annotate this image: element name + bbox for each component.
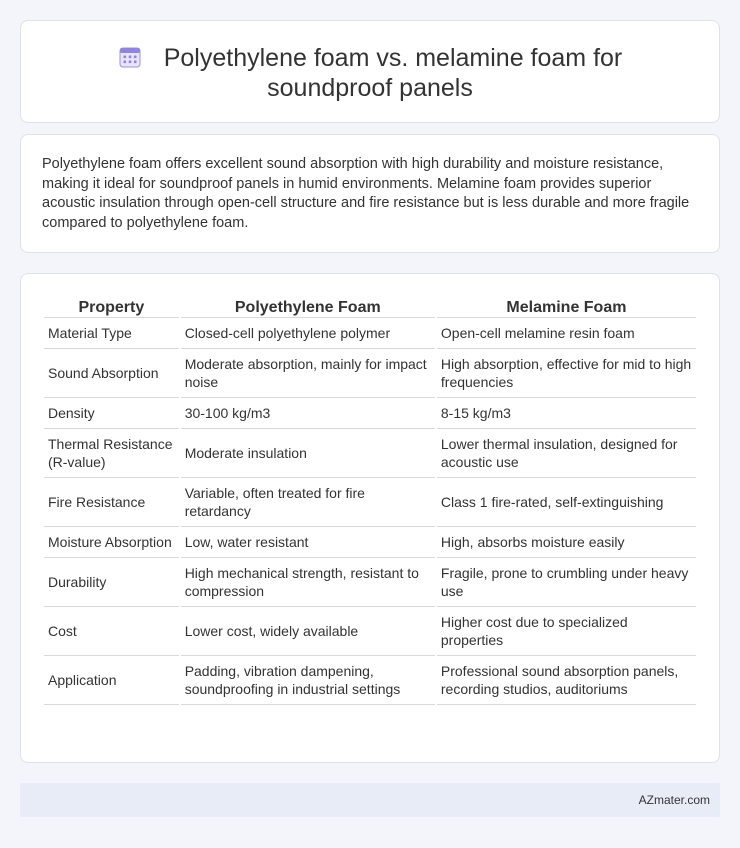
- comparison-table: [42, 296, 698, 705]
- cell-property: Density: [44, 398, 179, 429]
- calendar-icon: [118, 45, 142, 69]
- cell-property: Thermal Resistance (R-value): [44, 429, 179, 478]
- cell-polyethylene: Moderate insulation: [181, 429, 435, 478]
- cell-polyethylene: Variable, often treated for fire retardancy: [181, 478, 435, 527]
- cell-melamine: Higher cost due to specialized properties: [437, 607, 696, 656]
- summary-card: [20, 134, 720, 253]
- footer-bar: [20, 783, 720, 817]
- cell-property: Fire Resistance: [44, 478, 179, 527]
- table-card: [20, 273, 720, 763]
- page-title: Polyethylene foam vs. melamine foam for soundproof panels: [163, 44, 623, 102]
- cell-polyethylene: Low, water resistant: [181, 527, 435, 558]
- cell-property: Material Type: [44, 318, 179, 349]
- title-card: [20, 20, 720, 123]
- table-row: [44, 656, 696, 705]
- table-header-row: [44, 296, 696, 318]
- table-row: [44, 527, 696, 558]
- cell-property: Moisture Absorption: [44, 527, 179, 558]
- table-row: [44, 478, 696, 527]
- cell-property: Application: [44, 656, 179, 705]
- cell-polyethylene: Moderate absorption, mainly for impact noise: [181, 349, 435, 398]
- table-row: [44, 429, 696, 478]
- header-property: Property: [44, 296, 179, 318]
- cell-melamine: High, absorbs moisture easily: [437, 527, 696, 558]
- summary-text: Polyethylene foam offers excellent sound absorption with high durability and moisture resistance, making it ideal for soundproof panels in humid environments. Melamine foam provides superior acoustic insulation through open-cell structure and fire resistance but is less durable and more fragile compared to polyethylene foam.: [42, 156, 690, 231]
- table-row: [44, 349, 696, 398]
- cell-polyethylene: Lower cost, widely available: [181, 607, 435, 656]
- footer-brand: AZmater.com: [638, 793, 710, 807]
- cell-polyethylene: 30-100 kg/m3: [181, 398, 435, 429]
- page-title-wrap: [21, 43, 719, 103]
- cell-polyethylene: Padding, vibration dampening, soundproofing in industrial settings: [181, 656, 435, 705]
- cell-melamine: Class 1 fire-rated, self-extinguishing: [437, 478, 696, 527]
- cell-polyethylene: Closed-cell polyethylene polymer: [181, 318, 435, 349]
- cell-melamine: Professional sound absorption panels, recording studios, auditoriums: [437, 656, 696, 705]
- table-row: [44, 607, 696, 656]
- cell-melamine: High absorption, effective for mid to high frequencies: [437, 349, 696, 398]
- table-row: [44, 558, 696, 607]
- table-row: [44, 318, 696, 349]
- cell-melamine: 8-15 kg/m3: [437, 398, 696, 429]
- cell-property: Durability: [44, 558, 179, 607]
- cell-property: Sound Absorption: [44, 349, 179, 398]
- table-row: [44, 398, 696, 429]
- header-polyethylene: Polyethylene Foam: [181, 296, 435, 318]
- cell-polyethylene: High mechanical strength, resistant to compression: [181, 558, 435, 607]
- cell-melamine: Open-cell melamine resin foam: [437, 318, 696, 349]
- header-melamine: Melamine Foam: [437, 296, 696, 318]
- cell-property: Cost: [44, 607, 179, 656]
- cell-melamine: Lower thermal insulation, designed for acoustic use: [437, 429, 696, 478]
- cell-melamine: Fragile, prone to crumbling under heavy use: [437, 558, 696, 607]
